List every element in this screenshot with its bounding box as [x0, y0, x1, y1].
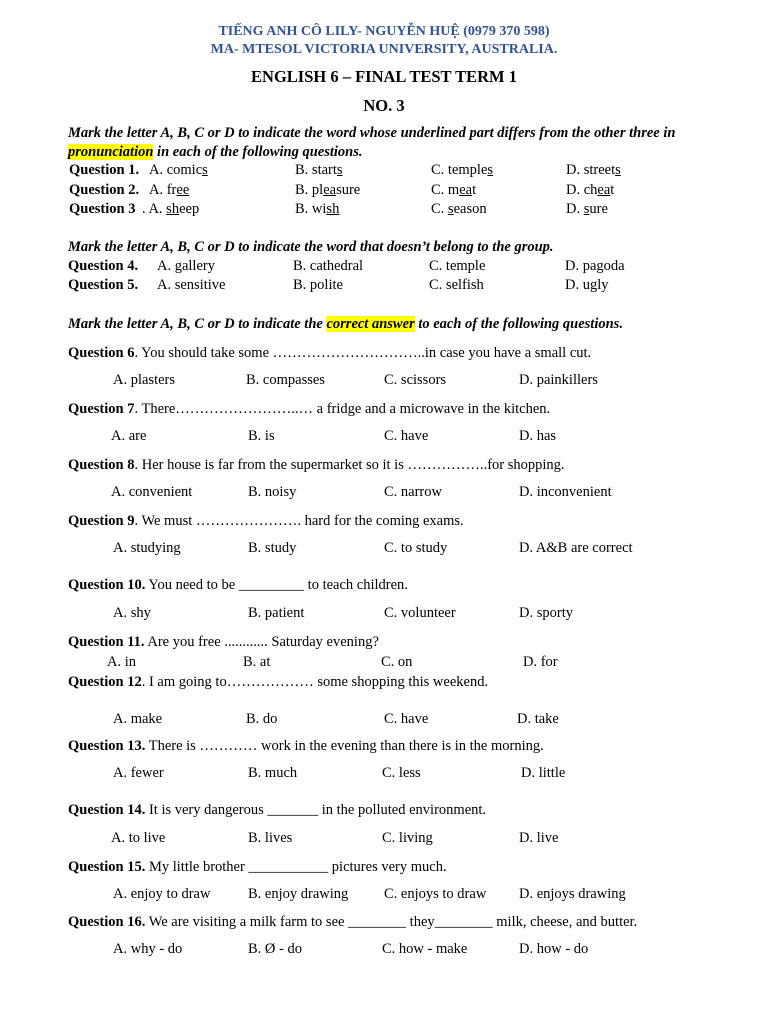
option-a: A. convenient	[111, 484, 193, 500]
option-a: A. comics	[149, 162, 208, 178]
option-c: C. selfish	[429, 277, 484, 293]
option-b: B. is	[248, 428, 275, 444]
section1-instruction-line1: Mark the letter A, B, C or D to indicate the word whose underlined part differs from the other three in	[68, 125, 676, 141]
option-d: D. live	[519, 830, 559, 846]
option-b: B. do	[246, 711, 278, 727]
option-a: A. sensitive	[157, 277, 226, 293]
option-c: C. on	[381, 654, 413, 670]
option-c: C. temples	[431, 162, 494, 178]
option-c: C. living	[382, 830, 433, 846]
option-c: C. scissors	[384, 372, 447, 388]
option-d: D. pagoda	[565, 258, 625, 274]
question-label: Question 1.	[69, 162, 140, 178]
question-stem: Question 6. You should take some …………………………..in case you have a small cut.	[68, 345, 592, 361]
question-stem: Question 9. We must …………………. hard for the coming exams.	[68, 513, 464, 529]
option-c: C. have	[384, 711, 429, 727]
option-b: B. much	[248, 765, 298, 781]
option-b: B. lives	[248, 830, 293, 846]
question-stem: Question 16. We are visiting a milk farm to see ________ they________ milk, cheese, and butter.	[68, 914, 638, 930]
option-a: A. are	[111, 428, 147, 444]
option-d: D. take	[517, 711, 559, 727]
section3-instruction: Mark the letter A, B, C or D to indicate the correct answer to each of the following questions.	[68, 316, 623, 332]
option-b: B. study	[248, 540, 297, 556]
option-a: . A. sheep	[142, 201, 200, 217]
question-label: Question 3	[69, 201, 136, 217]
option-c: C. volunteer	[384, 605, 456, 621]
option-c: C. less	[382, 765, 421, 781]
header-line-1: TIẾNG ANH CÔ LILY- NGUYỄN HUỆ (0979 370 598)	[218, 24, 550, 39]
question-stem: Question 10. You need to be _________ to teach children.	[68, 577, 408, 593]
option-b: B. Ø - do	[248, 941, 302, 957]
option-b: B. at	[243, 654, 271, 670]
header-line-2: MA- MTESOL VICTORIA UNIVERSITY, AUSTRALIA.	[210, 42, 558, 57]
highlighted-term: pronunciation	[68, 144, 154, 160]
question-stem: Question 13. There is ………… work in the evening than there is in the morning.	[68, 738, 544, 754]
test-number: NO. 3	[363, 96, 405, 115]
question-stem: Question 15. My little brother ___________ pictures very much.	[68, 859, 447, 875]
option-b: B. pleasure	[295, 182, 361, 198]
option-d: D. streets	[566, 162, 621, 178]
option-d: D. A&B are correct	[519, 540, 633, 556]
option-d: D. inconvenient	[519, 484, 612, 500]
option-a: A. make	[113, 711, 163, 727]
option-b: B. noisy	[248, 484, 297, 500]
option-d: D. cheat	[566, 182, 615, 198]
question-stem: Question 11. Are you free ............ Saturday evening?	[68, 634, 379, 650]
option-c: C. enjoys to draw	[384, 886, 487, 902]
section2-instruction: Mark the letter A, B, C or D to indicate the word that doesn’t belong to the group.	[68, 239, 554, 255]
option-b: B. compasses	[246, 372, 325, 388]
option-d: D. for	[523, 654, 558, 670]
option-a: A. shy	[113, 605, 151, 621]
option-d: D. little	[521, 765, 566, 781]
option-d: D. enjoys drawing	[519, 886, 626, 902]
option-b: B. patient	[248, 605, 305, 621]
option-c: C. to study	[384, 540, 448, 556]
option-d: D. sporty	[519, 605, 573, 621]
option-c: C. have	[384, 428, 429, 444]
question-label: Question 2.	[69, 182, 140, 198]
option-d: D. ugly	[565, 277, 609, 293]
option-a: A. to live	[111, 830, 166, 846]
question-label: Question 4.	[68, 258, 139, 274]
question-stem: Question 12. I am going to……………… some shopping this weekend.	[68, 674, 489, 690]
option-b: B. starts	[295, 162, 343, 178]
question-stem: Question 7. There……………………..… a fridge and a microwave in the kitchen.	[68, 401, 551, 417]
section1-instruction-line2: pronunciation in each of the following questions.	[68, 144, 363, 160]
option-a: A. free	[149, 182, 190, 198]
option-b: B. polite	[293, 277, 343, 293]
option-b: B. wish	[295, 201, 340, 217]
option-a: A. studying	[113, 540, 181, 556]
option-a: A. why - do	[113, 941, 183, 957]
option-d: D. sure	[566, 201, 608, 217]
option-c: C. temple	[429, 258, 486, 274]
option-a: A. enjoy to draw	[113, 886, 211, 902]
test-title: ENGLISH 6 – FINAL TEST TERM 1	[251, 67, 517, 86]
option-d: D. has	[519, 428, 557, 444]
option-c: C. season	[431, 201, 487, 217]
option-b: B. enjoy drawing	[248, 886, 349, 902]
option-d: D. painkillers	[519, 372, 598, 388]
highlighted-term: correct answer	[326, 316, 415, 332]
option-a: A. gallery	[157, 258, 215, 274]
option-c: C. how - make	[382, 941, 468, 957]
question-stem: Question 14. It is very dangerous _______ in the polluted environment.	[68, 802, 487, 818]
question-stem: Question 8. Her house is far from the supermarket so it is ……………..for shopping.	[68, 457, 565, 473]
option-c: C. narrow	[384, 484, 442, 500]
option-a: A. in	[107, 654, 136, 670]
option-c: C. meat	[431, 182, 477, 198]
option-a: A. fewer	[113, 765, 164, 781]
option-a: A. plasters	[113, 372, 176, 388]
option-d: D. how - do	[519, 941, 589, 957]
option-b: B. cathedral	[293, 258, 364, 274]
question-label: Question 5.	[68, 277, 139, 293]
